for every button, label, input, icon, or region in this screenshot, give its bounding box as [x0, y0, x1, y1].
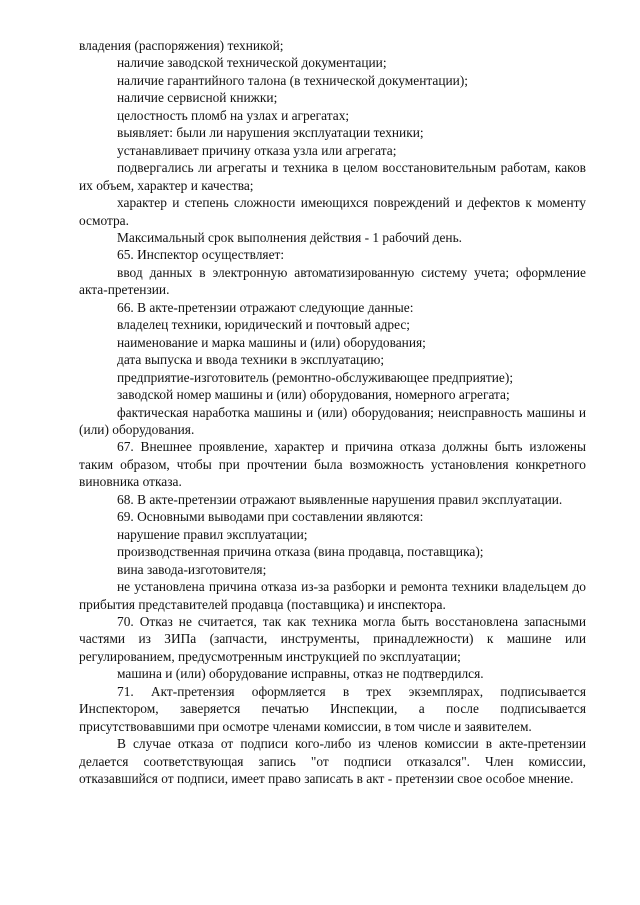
paragraph: устанавливает причину отказа узла или агрегата; — [117, 142, 397, 158]
paragraph: предприятие-изготовитель (ремонтно-обслуживающее предприятие); — [117, 369, 514, 385]
paragraph: дата выпуска и ввода техники в эксплуатацию; — [117, 352, 385, 368]
paragraph: наименование и марка машины и (или) оборудования; — [117, 334, 426, 350]
paragraph: 71. Акт-претензия оформляется в трех экземплярах, подписывается Инспектором, заверяется печатью Инспекции, а после подписывается присутствовавшими при осмотре членами комиссии, в том числе и заявителем. — [79, 683, 586, 734]
paragraph: владения (распоряжения) техникой; — [79, 38, 284, 53]
paragraph: В случае отказа от подписи кого-либо из членов комиссии в акте-претензии делается соответствующая запись "от подписи отказался". Член комиссии, отказавшийся от подписи, имеет право записать в акт - претензии свое особое мнение. — [79, 736, 586, 787]
paragraph: подвергались ли агрегаты и техника в целом восстановительным работам, каков их объем, характер и качества; — [79, 160, 586, 193]
document-text — [79, 37, 586, 787]
paragraph: ввод данных в электронную автоматизированную систему учета; оформление акта-претензии. — [79, 264, 586, 298]
paragraph: наличие заводской технической документации; — [117, 55, 387, 71]
paragraph: заводской номер машины и (или) оборудования, номерного агрегата; — [117, 387, 510, 403]
paragraph: фактическая наработка машины и (или) оборудования; неисправность машины и (или) оборудования. — [79, 404, 586, 437]
paragraph: наличие гарантийного талона (в технической документации); — [117, 72, 468, 88]
paragraph: вина завода-изготовителя; — [117, 561, 267, 577]
paragraph: 67. Внешнее проявление, характер и причина отказа должны быть изложены таким образом, чтобы при прочтении была возможность установления конкретного виновника отказа. — [79, 439, 586, 490]
paragraph: целостность пломб на узлах и агрегатах; — [117, 107, 350, 123]
paragraph: производственная причина отказа (вина продавца, поставщика); — [117, 544, 484, 560]
paragraph: 70. Отказ не считается, так как техника могла быть восстановлена запасными частями из ЗИПа (запчасти, инструменты, принадлежности) к машине или регулированием, предусмотренным инструкцией по эксплуатации; — [79, 613, 586, 664]
paragraph: 65. Инспектор осуществляет: — [117, 247, 285, 263]
paragraph: 69. Основными выводами при составлении являются: — [117, 509, 424, 525]
paragraph: 68. В акте-претензии отражают выявленные нарушения правил эксплуатации. — [117, 491, 563, 507]
paragraph: 66. В акте-претензии отражают следующие данные: — [117, 299, 414, 315]
paragraph: владелец техники, юридический и почтовый адрес; — [117, 317, 411, 333]
paragraph: наличие сервисной книжки; — [117, 90, 278, 106]
paragraph: нарушение правил эксплуатации; — [117, 526, 308, 542]
paragraph: выявляет: были ли нарушения эксплуатации техники; — [117, 125, 424, 141]
paragraph: характер и степень сложности имеющихся повреждений и дефектов к моменту осмотра. — [79, 195, 586, 228]
paragraph: Максимальный срок выполнения действия - 1 рабочий день. — [117, 229, 463, 245]
paragraph: не установлена причина отказа из-за разборки и ремонта техники владельцем до прибытия представителей продавца (поставщика) и инспектора. — [79, 579, 586, 612]
paragraph: машина и (или) оборудование исправны, отказ не подтвердился. — [117, 666, 484, 682]
